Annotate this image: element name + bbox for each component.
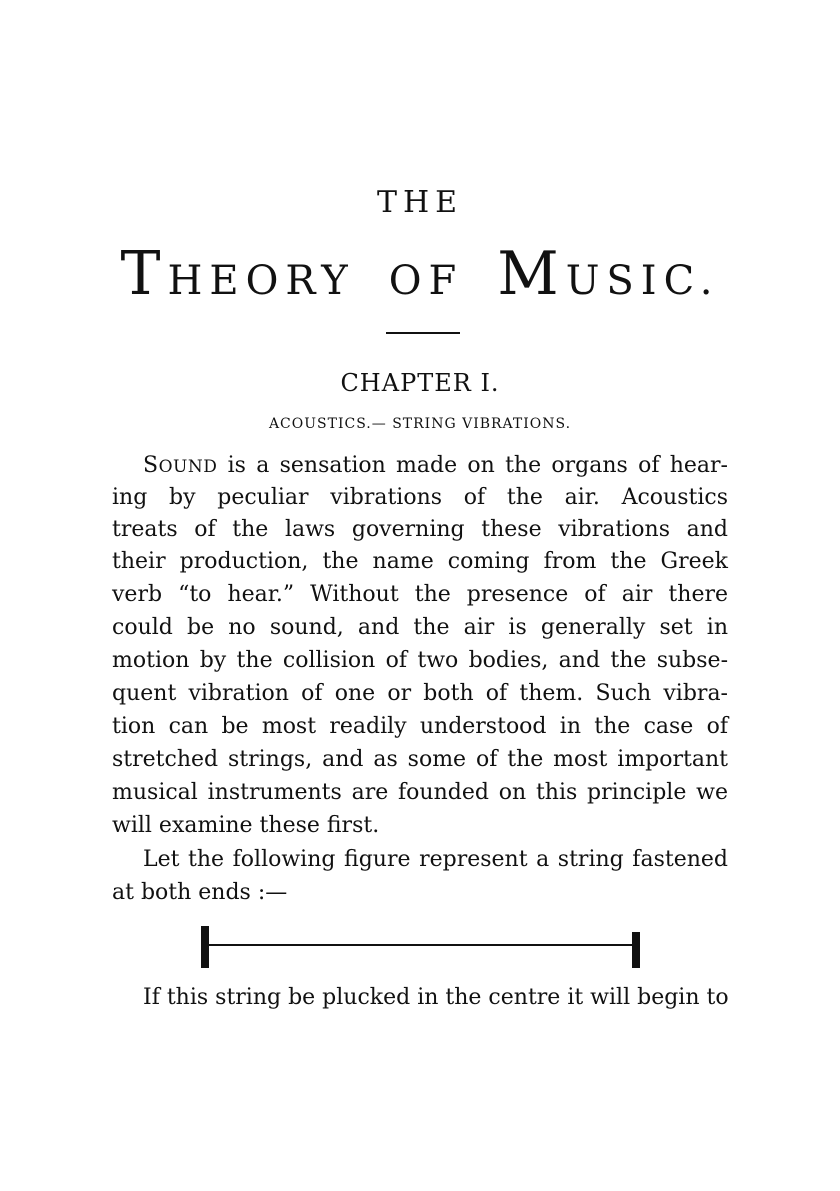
paragraph-line: their production, the name coming from the Greek (112, 549, 728, 574)
right-fastening-post (632, 932, 640, 968)
paragraph-line: motion by the collision of two bodies, and the subse- (112, 648, 728, 673)
paragraph-line: musical instruments are founded on this principle we (112, 780, 728, 805)
heading-the: THE (376, 185, 464, 220)
lead-word: SOUND (143, 453, 218, 478)
string-figure (198, 926, 644, 968)
paragraph-line: Let the following figure represent a string fastened (143, 847, 728, 872)
paragraph-line: treats of the laws governing these vibrations and (112, 517, 728, 542)
book-title (0, 239, 840, 309)
paragraph-line: quent vibration of one or both of them. Such vibra- (112, 681, 728, 706)
paragraph-line: ing by peculiar vibrations of the air. Acoustics (112, 485, 728, 510)
string-line (209, 944, 632, 946)
paragraph-line: verb “to hear.” Without the presence of air there (112, 582, 728, 607)
paragraph-line (143, 450, 728, 482)
paragraph-line: tion can be most readily understood in the case of (112, 714, 728, 739)
title-word-music-rest: USIC. (565, 258, 720, 304)
title-rule (386, 332, 460, 334)
paragraph-line: If this string be plucked in the centre it will begin to (143, 985, 729, 1010)
paragraph-line: will examine these first. (112, 813, 380, 838)
paragraph-line-text: is a sensation made on the organs of hear- (217, 453, 728, 478)
chapter-subtitle: ACOUSTICS.— STRING VIBRATIONS. (268, 416, 572, 432)
title-word-theory-rest: HEORY (167, 258, 355, 304)
chapter-heading: CHAPTER I. (340, 369, 500, 397)
title-initial-t: T (120, 239, 168, 309)
title-initial-m: M (497, 239, 566, 309)
paragraph-line: stretched strings, and as some of the most important (112, 747, 728, 772)
paragraph-line: could be no sound, and the air is generally set in (112, 615, 728, 640)
paragraph-line: at both ends :— (112, 880, 288, 905)
title-word-of: OF (388, 258, 464, 304)
left-fastening-post (201, 926, 209, 968)
